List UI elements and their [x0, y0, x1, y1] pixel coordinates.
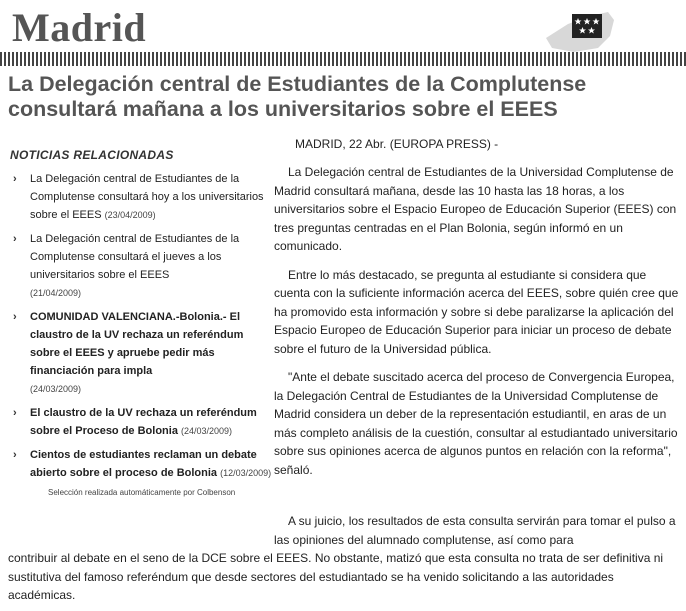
chevron-right-icon: ›: [13, 449, 17, 461]
related-item[interactable]: [8, 308, 276, 398]
related-item[interactable]: [8, 230, 276, 302]
article-last-paragraph: [8, 512, 682, 605]
related-news-heading: NOTICIAS RELACIONADAS: [10, 148, 174, 162]
related-item[interactable]: [8, 446, 276, 482]
article-headline: La Delegación central de Estudiantes de la Complutense consultará mañana a los universitarios sobre el EEES: [8, 72, 587, 121]
masthead: [0, 0, 686, 60]
related-item-title[interactable]: La Delegación central de Estudiantes de la Complutense consultará el jueves a los universitarios sobre el EEES: [30, 233, 240, 281]
related-item-date: (24/03/2009): [30, 384, 82, 394]
article-paragraph: "Ante el debate suscitado acerca del proceso de Convergencia Europea, la Delegación Central de Estudiantes de la Universidad Complutense de Madrid considera un deber de la representación estudiantil, en aras de un más completo análisis de la cuestión, consultar al estudiantado universitario sobre sus opiniones acerca de algunos puntos en relación con la reforma", señaló.: [274, 370, 678, 477]
article-paragraph: La Delegación central de Estudiantes de la Universidad Complutense de Madrid consultará mañana, desde las 10 hasta las 18 horas, a los universitarios sobre el Espacio Europeo de Educación Superior (EEES) con tres preguntas centradas en el Plan Bolonia, según informó en un comunicado.: [274, 165, 677, 253]
related-item-date: (12/03/2009): [220, 468, 272, 478]
related-item[interactable]: [8, 404, 276, 440]
brand-title: Madrid: [12, 5, 147, 50]
article-paragraph-lead: [8, 512, 682, 549]
related-item-date: (21/04/2009): [30, 288, 82, 298]
related-item-title[interactable]: COMUNIDAD VALENCIANA.-Bolonia.- El claustro de la UV rechaza un referéndum sobre el EEES y apruebe pedir más financiación para impla: [30, 311, 244, 377]
related-item-title[interactable]: Cientos de estudiantes reclaman un debate abierto sobre el proceso de Bolonia: [30, 449, 257, 479]
madrid-region-logo-icon: [538, 2, 620, 56]
article-body: [274, 163, 680, 489]
related-item-title[interactable]: La Delegación central de Estudiantes de la Complutense consultará hoy a los universitarios sobre el EEES: [30, 173, 264, 221]
article-dateline: MADRID, 22 Abr. (EUROPA PRESS) -: [295, 137, 499, 151]
chevron-right-icon: ›: [13, 173, 17, 185]
related-item[interactable]: [8, 170, 276, 224]
related-item-date: (23/04/2009): [104, 210, 156, 220]
article-paragraph: Entre lo más destacado, se pregunta al estudiante si considera que cuenta con la suficiente información acerca del EEES, sobre quién cree que ha promovido esta información y sobre si debe paralizarse la aplicación del Espacio Europeo de Educación Superior para iniciar un proceso de debate sobre el futuro de la Universidad pública.: [274, 267, 679, 356]
article-paragraph-lead-text: A su juicio, los resultados de esta consulta servirán para tomar el pulso a las opiniones del alumnado complutense, así como para: [274, 514, 676, 547]
related-item-date: (24/03/2009): [181, 426, 233, 436]
chevron-right-icon: ›: [13, 311, 17, 323]
related-credit: Selección realizada automáticamente por Colbenson: [48, 488, 236, 497]
article-paragraph-rest: contribuir al debate en el seno de la DCE sobre el EEES. No obstante, matizó que esta consulta no trata de ser definitiva ni sustitutiva del famoso referéndum que desde sectores del estudiantado se ha venido solicitando a las autoridades académicas.: [8, 551, 664, 602]
chevron-right-icon: ›: [13, 407, 17, 419]
related-item-title[interactable]: El claustro de la UV rechaza un referéndum sobre el Proceso de Bolonia: [30, 407, 257, 437]
masthead-stripe: [0, 52, 686, 66]
related-news: [8, 148, 276, 497]
chevron-right-icon: ›: [13, 233, 17, 245]
